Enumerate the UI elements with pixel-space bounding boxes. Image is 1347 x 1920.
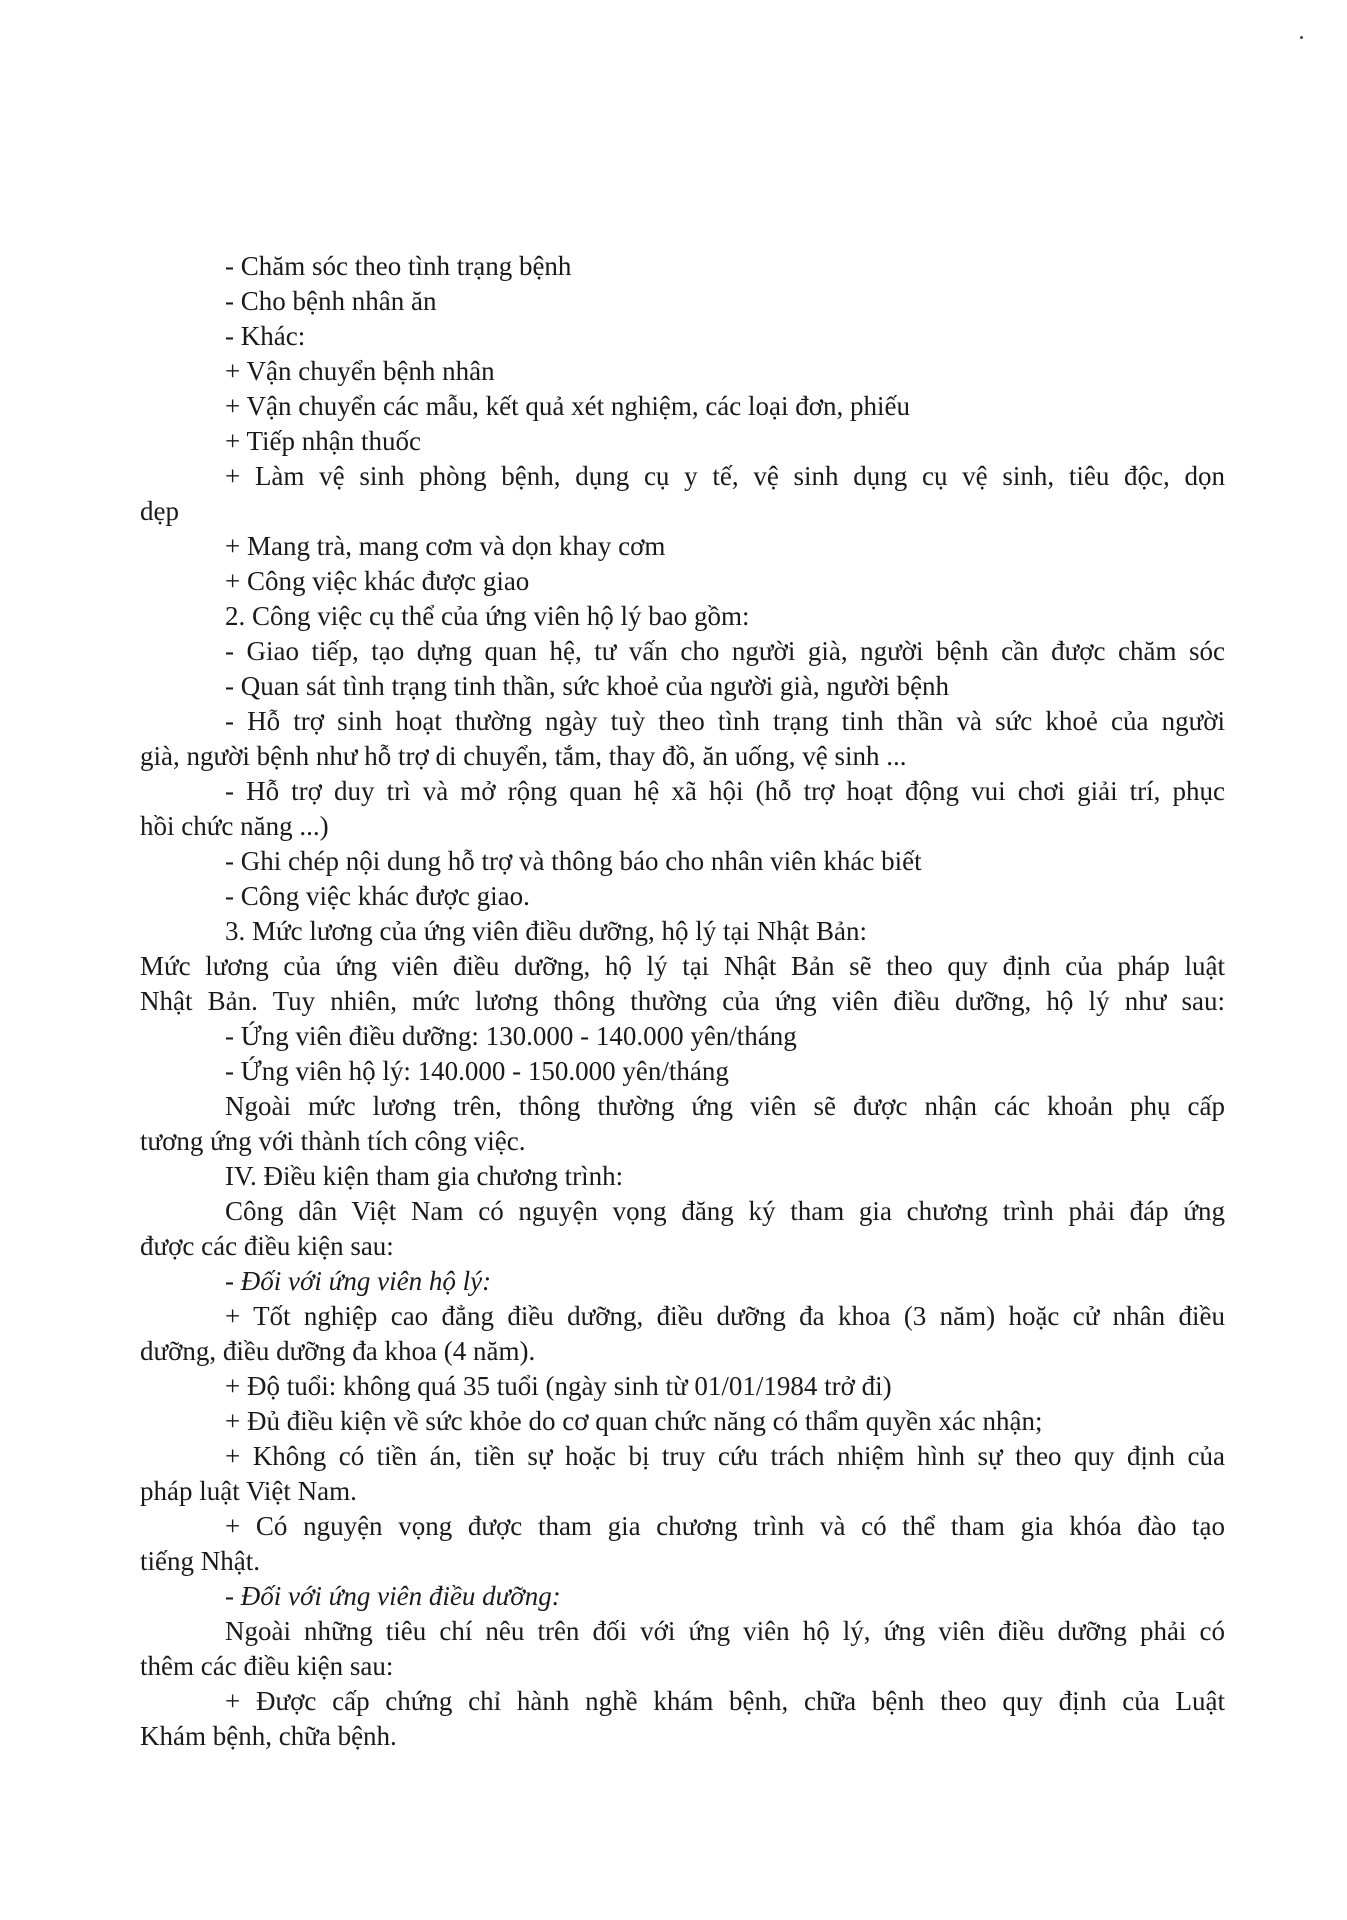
text-line: + Tiếp nhận thuốc: [225, 426, 421, 456]
text-line: + Đủ điều kiện về sức khỏe do cơ quan chức năng có thẩm quyền xác nhận;: [225, 1406, 1043, 1436]
text-line: tương ứng với thành tích công việc.: [140, 1126, 526, 1156]
text-line: - Chăm sóc theo tình trạng bệnh: [225, 251, 572, 281]
text-line: + Vận chuyển bệnh nhân: [225, 356, 495, 386]
text-line: Ngoài mức lương trên, thông thường ứng viên sẽ được nhận các khoản phụ cấp: [225, 1091, 1225, 1121]
section-heading: IV. Điều kiện tham gia chương trình:: [225, 1161, 624, 1191]
text-line: - Giao tiếp, tạo dựng quan hệ, tư vấn cho người già, người bệnh cần được chăm sóc: [225, 636, 1225, 666]
text-line: - Ghi chép nội dung hỗ trợ và thông báo cho nhân viên khác biết: [225, 846, 922, 876]
text-line: dưỡng, điều dưỡng đa khoa (4 năm).: [140, 1336, 536, 1366]
text-line: + Làm vệ sinh phòng bệnh, dụng cụ y tế, vệ sinh dụng cụ vệ sinh, tiêu độc, dọn: [225, 461, 1225, 491]
scan-speck: [1300, 36, 1303, 39]
text-line: - Ứng viên hộ lý: 140.000 - 150.000 yên/tháng: [225, 1056, 729, 1086]
text-line: - Cho bệnh nhân ăn: [225, 286, 437, 316]
text-line: + Mang trà, mang cơm và dọn khay cơm: [225, 531, 666, 561]
text-line: - Ứng viên điều dưỡng: 130.000 - 140.000 yên/tháng: [225, 1021, 797, 1051]
text-line: tiếng Nhật.: [140, 1546, 260, 1576]
text-line: Công dân Việt Nam có nguyện vọng đăng ký tham gia chương trình phải đáp ứng: [225, 1196, 1225, 1226]
text-line: - Hỗ trợ sinh hoạt thường ngày tuỳ theo tình trạng tinh thần và sức khoẻ của người: [225, 706, 1225, 736]
subheading: - Đối với ứng viên hộ lý:: [225, 1266, 492, 1296]
text-line: + Công việc khác được giao: [225, 566, 530, 596]
text-line: Nhật Bản. Tuy nhiên, mức lương thông thường của ứng viên điều dưỡng, hộ lý như sau:: [140, 986, 1225, 1016]
section-heading: 3. Mức lương của ứng viên điều dưỡng, hộ lý tại Nhật Bản:: [225, 916, 867, 946]
text-line: Ngoài những tiêu chí nêu trên đối với ứng viên hộ lý, ứng viên điều dưỡng phải có: [225, 1616, 1225, 1646]
text-line: + Độ tuổi: không quá 35 tuổi (ngày sinh từ 01/01/1984 trở đi): [225, 1371, 892, 1401]
text-line: già, người bệnh như hỗ trợ di chuyển, tắm, thay đồ, ăn uống, vệ sinh ...: [140, 741, 907, 771]
text-line: hồi chức năng ...): [140, 811, 329, 841]
text-line: dẹp: [140, 496, 179, 526]
text-line: + Có nguyện vọng được tham gia chương trình và có thể tham gia khóa đào tạo: [225, 1511, 1225, 1541]
text-line: - Hỗ trợ duy trì và mở rộng quan hệ xã hội (hỗ trợ hoạt động vui chơi giải trí, phục: [225, 776, 1225, 806]
text-line: + Không có tiền án, tiền sự hoặc bị truy cứu trách nhiệm hình sự theo quy định của: [225, 1441, 1225, 1471]
text-line: - Khác:: [225, 321, 306, 351]
text-line: - Quan sát tình trạng tinh thần, sức khoẻ của người già, người bệnh: [225, 671, 950, 701]
subheading: - Đối với ứng viên điều dưỡng:: [225, 1581, 561, 1611]
text-line: Mức lương của ứng viên điều dưỡng, hộ lý tại Nhật Bản sẽ theo quy định của pháp luật: [140, 951, 1225, 981]
text-line: thêm các điều kiện sau:: [140, 1651, 394, 1681]
text-line: được các điều kiện sau:: [140, 1231, 394, 1261]
text-line: + Được cấp chứng chỉ hành nghề khám bệnh, chữa bệnh theo quy định của Luật: [225, 1686, 1225, 1716]
text-line: pháp luật Việt Nam.: [140, 1476, 357, 1506]
section-heading: 2. Công việc cụ thể của ứng viên hộ lý bao gồm:: [225, 601, 750, 631]
text-line: - Công việc khác được giao.: [225, 881, 530, 911]
text-line: + Vận chuyển các mẫu, kết quả xét nghiệm, các loại đơn, phiếu: [225, 391, 911, 421]
text-line: Khám bệnh, chữa bệnh.: [140, 1721, 397, 1751]
text-line: + Tốt nghiệp cao đẳng điều dưỡng, điều dưỡng đa khoa (3 năm) hoặc cử nhân điều: [225, 1301, 1225, 1331]
